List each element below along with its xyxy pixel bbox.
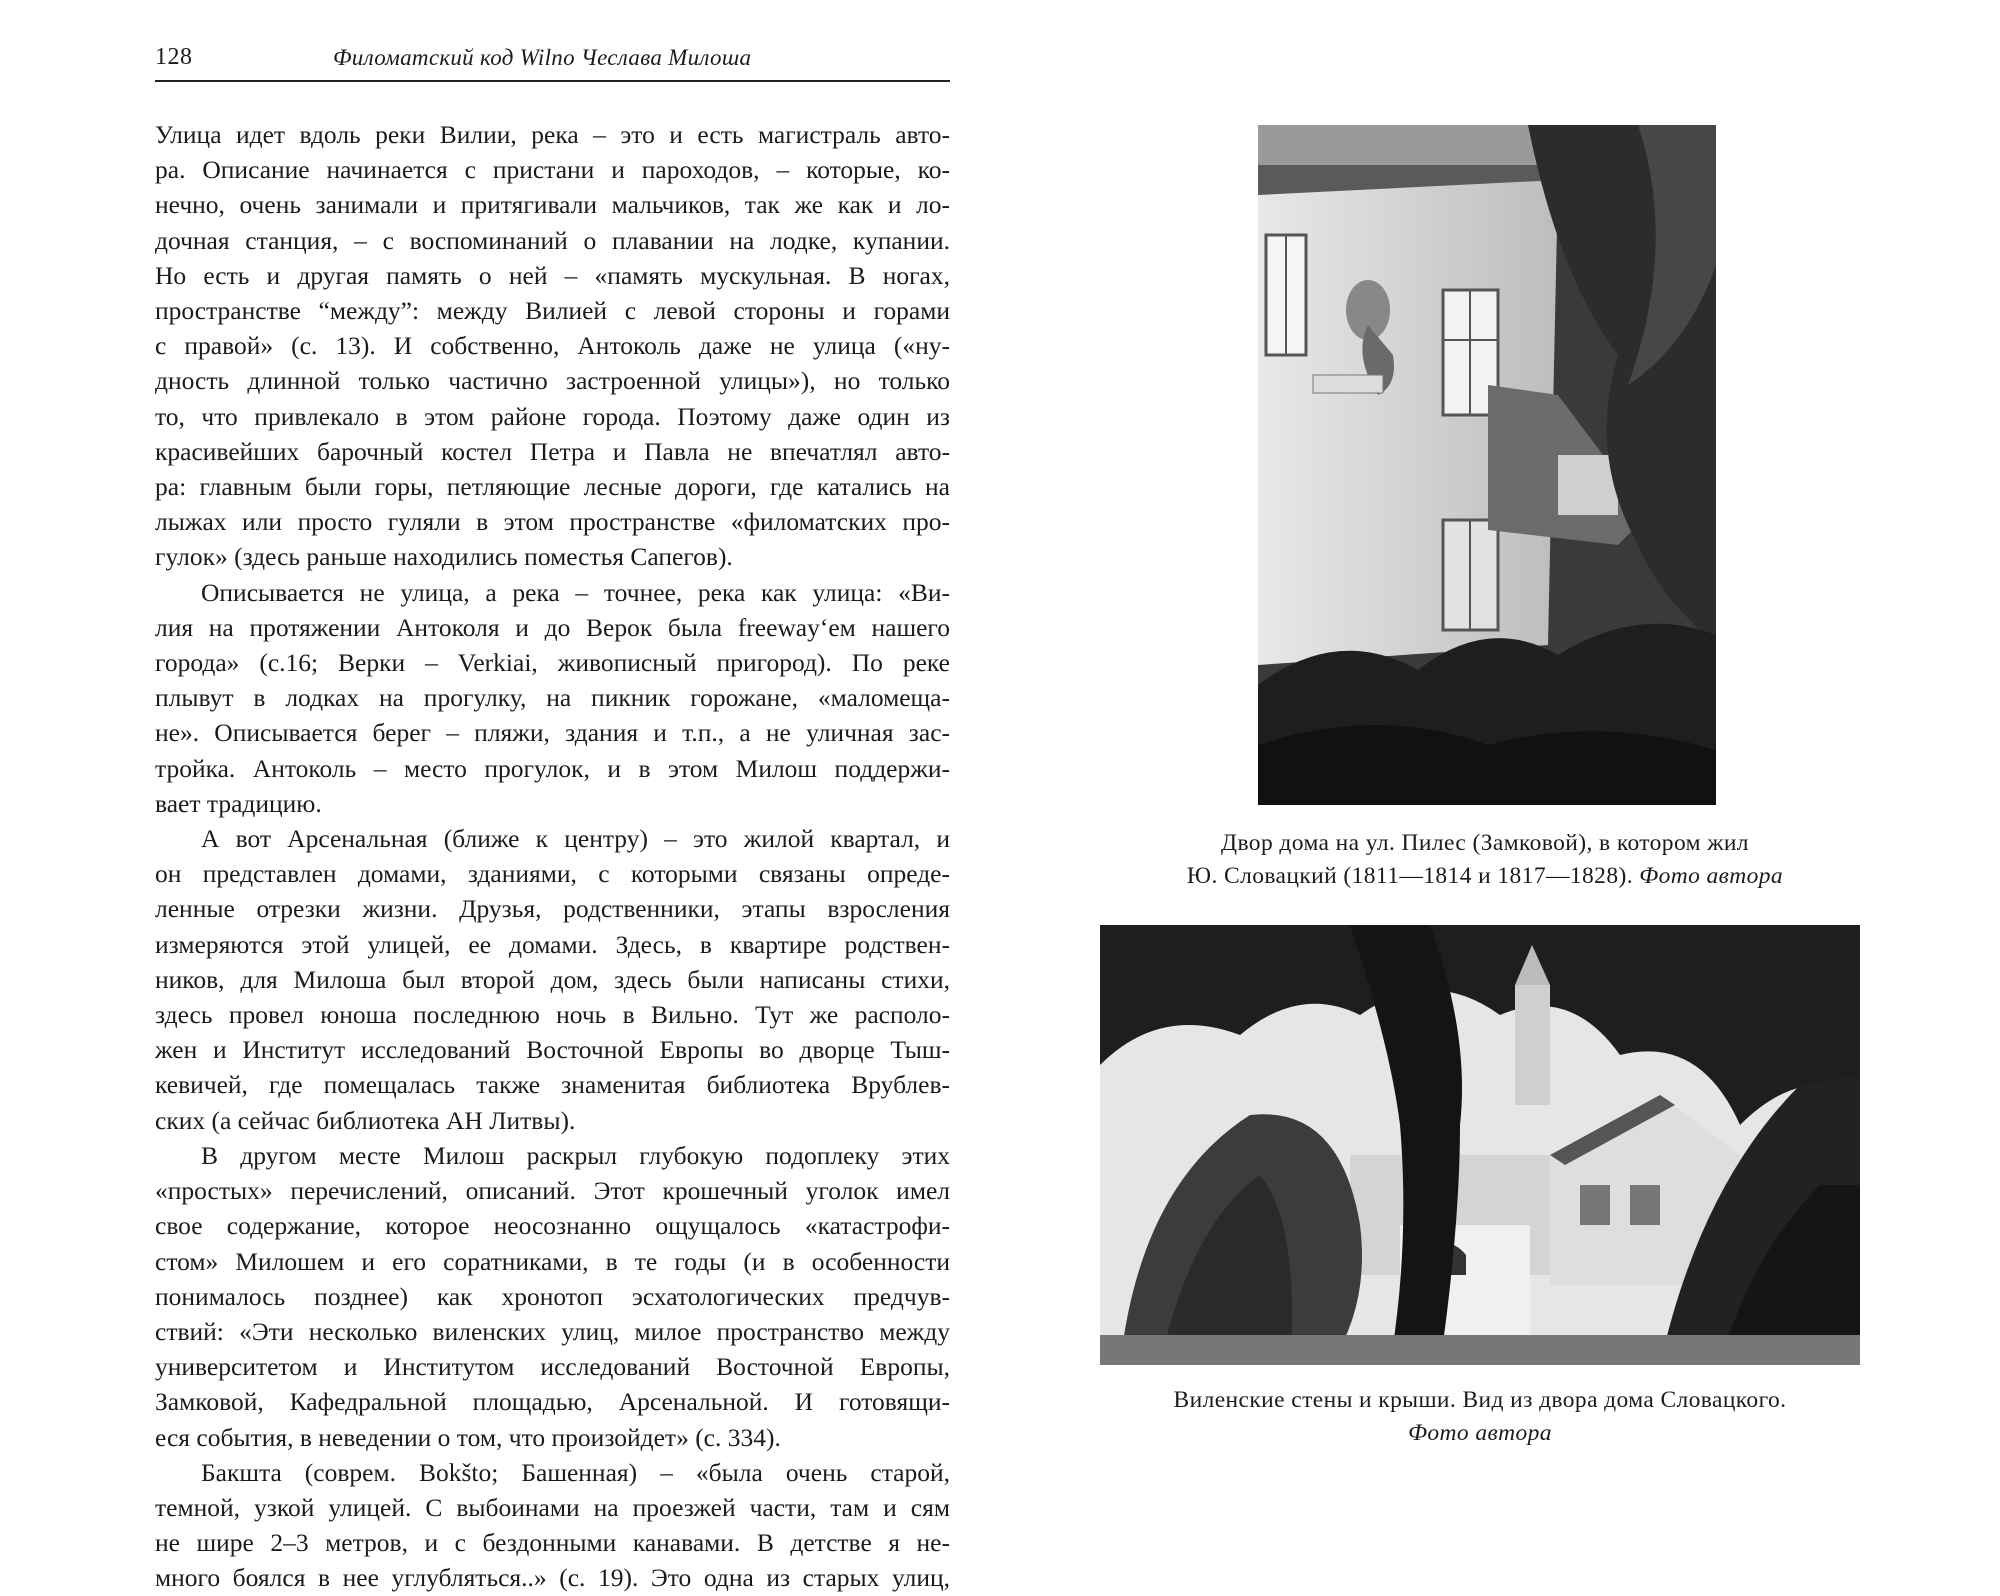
text-line: темной, узкой улицей. С выбоинами на проезжей части, там и сям (155, 1492, 950, 1522)
text-line: понималось позднее) как хронотоп эсхатологических предчув- (155, 1281, 950, 1311)
text-line: ра. Описание начинается с пристани и пароходов, – которые, ко- (155, 155, 950, 185)
running-title: Филоматский код Wilno Чеслава Милоша (333, 45, 752, 70)
body-text (155, 117, 950, 1596)
text-line: здесь провел юноша последнюю ночь в Вильно. Тут же располо- (155, 1000, 950, 1030)
text-line: не шире 2–3 метров, и с бездонными канавами. В детстве я не- (155, 1528, 950, 1558)
text-line: измеряются этой улицей, ее домами. Здесь, в квартире родствен- (155, 929, 950, 959)
text-line: Бакшта (соврем. Bokšto; Башенная) – «была очень старой, (201, 1457, 950, 1487)
text-line: ских (а сейчас библиотека АН Литвы). (155, 1105, 576, 1135)
courtyard-photo-image (1258, 125, 1716, 805)
text-line: ников, для Милоша был второй дом, здесь были написаны стихи, (155, 964, 950, 994)
caption-line: Виленские стены и крыши. Вид из двора дома Словацкого. (1173, 1387, 1787, 1413)
text-line: ра: главным были горы, петляющие лесные дороги, где катались на (155, 472, 950, 502)
text-line: красивейших барочный костел Петра и Павла не впечатлял авто- (155, 436, 950, 466)
caption-text: Ю. Словацкий (1811—1814 и 1817—1828). (1186, 863, 1633, 889)
text-line: тройка. Антоколь – место прогулок, и в этом Милош поддержи- (155, 753, 950, 783)
text-line: пространстве “между”: между Вилией с левой стороны и горами (155, 296, 950, 326)
text-line: жен и Институт исследований Восточной Европы во дворце Тыш- (155, 1035, 950, 1065)
walls-roofs-photo (1100, 925, 1860, 1365)
text-line: гулок» (здесь раньше находились поместья Сапегов). (155, 542, 733, 572)
text-line: университетом и Институтом исследований Восточной Европы, (155, 1352, 950, 1382)
text-line: лыжах или просто гуляли в этом пространстве «филоматских про- (155, 507, 950, 537)
text-line: свое содержание, которое неосознанно ощущалось «катастрофи- (155, 1211, 950, 1241)
text-line: «простых» перечислений, описаний. Этот крошечный уголок имел (155, 1176, 950, 1206)
text-line: В другом месте Милош раскрыл глубокую подоплеку этих (201, 1140, 950, 1170)
text-line: Замковой, Кафедральной площадью, Арсенальной. И готовящи- (155, 1387, 950, 1417)
text-line: много боялся в нее углубляться..» (с. 19). Это одна из старых улиц, (155, 1563, 950, 1593)
text-line: дочная станция, – с воспоминаний о плавании на лодке, купании. (155, 225, 950, 255)
text-line: ленные отрезки жизни. Друзья, родственники, этапы взросления (155, 894, 950, 924)
paragraph-5 (155, 1455, 950, 1596)
text-line: ствий: «Эти несколько виленских улиц, милое пространство между (155, 1316, 950, 1346)
page-number: 128 (155, 44, 193, 70)
text-line: плывут в лодках на прогулку, на пикник горожане, «маломеща- (155, 683, 950, 713)
text-line: кевичей, где помещалась также знаменитая библиотека Врублев- (155, 1070, 950, 1100)
paragraph-1 (155, 117, 950, 575)
text-line: стом» Милошем и его соратниками, в те годы (и в особенности (155, 1246, 950, 1276)
text-line: с правой» (с. 13). И собственно, Антоколь даже не улица («ну- (155, 331, 950, 361)
text-line: Но есть и другая память о ней – «память мускульная. В ногах, (155, 260, 950, 290)
text-line: лия на протяжении Антоколя и до Верок была freeway‘ем нашего (155, 612, 950, 642)
paragraph-4 (155, 1138, 950, 1455)
text-line: Улица идет вдоль реки Вилии, река – это и есть магистраль авто- (155, 120, 950, 149)
walls-roofs-photo-image (1100, 925, 1860, 1365)
text-line: города» (с.16; Верки – Verkiai, живописный пригород). По реке (155, 648, 950, 678)
text-line: то, что привлекало в этом районе города. Поэтому даже один из (155, 401, 950, 431)
left-page (155, 40, 950, 1596)
text-line: Описывается не улица, а река – точнее, река как улица: «Ви- (201, 577, 950, 607)
running-head (155, 40, 950, 82)
paragraph-3 (155, 821, 950, 1138)
walls-roofs-photo-caption (1080, 1384, 1880, 1450)
photo-credit: Фото автора (1639, 863, 1784, 889)
courtyard-photo-caption (1120, 827, 1850, 893)
courtyard-photo (1258, 125, 1716, 805)
text-line: нечно, очень занимали и притягивали мальчиков, так же как и ло- (155, 190, 950, 220)
text-line: он представлен домами, зданиями, с которыми связаны опреде- (155, 859, 950, 889)
paragraph-2 (155, 575, 950, 821)
text-line: вает традицию. (155, 788, 322, 818)
caption-line (1120, 860, 1850, 893)
caption-line: Двор дома на ул. Пилес (Замковой), в котором жил (1221, 830, 1749, 856)
text-line: А вот Арсенальная (ближе к центру) – это жилой квартал, и (201, 824, 950, 854)
photo-credit: Фото автора (1408, 1420, 1552, 1446)
text-line: не». Описывается берег – пляжи, здания и т.п., а не уличная зас- (155, 718, 950, 748)
text-line: дность длинной только частично застроенной улицы»), но только (155, 366, 950, 396)
text-line: еся события, в неведении о том, что произойдет» (с. 334). (155, 1422, 781, 1452)
